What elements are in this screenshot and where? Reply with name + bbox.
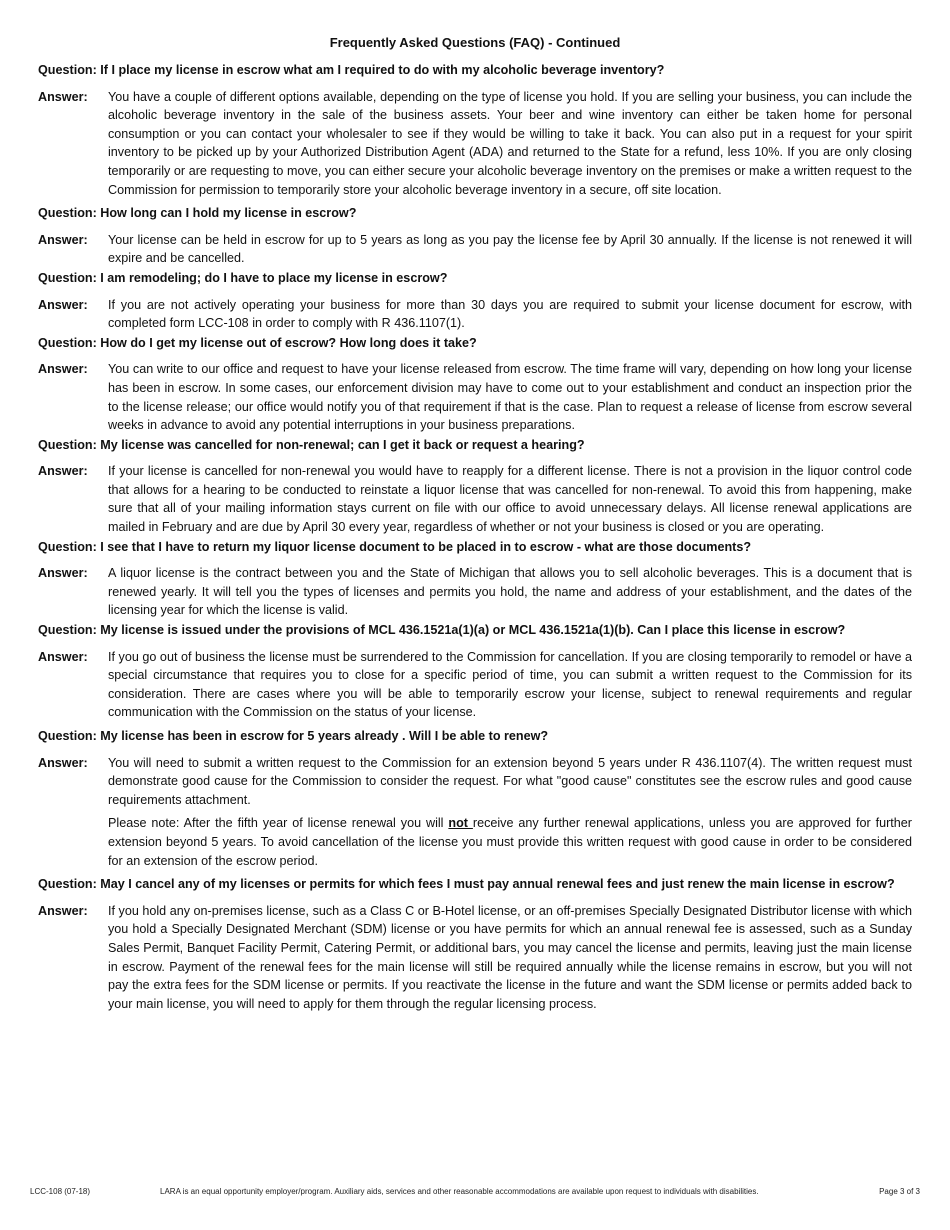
equal-opportunity-notice: LARA is an equal opportunity employer/program. Auxiliary aids, services and other reasonable accommodations are available upon request to individuals with disabilities. [160, 1187, 759, 1196]
answer-label: Answer: [38, 566, 88, 581]
faq-question: Question: How long can I hold my license in escrow? [38, 206, 357, 221]
faq-answer [38, 88, 912, 200]
page-title: Frequently Asked Questions (FAQ) - Continued [329, 35, 621, 50]
faq-question: Question: My license has been in escrow for 5 years already . Will I be able to renew? [38, 729, 549, 743]
answer-text: If you hold any on-premises license, such as a Class C or B-Hotel license, or an off-premises Specially Designated Distributor license with which you hold a Specially Designated Merchant (SDM) license or you have permits for which an annual renewal fee is assessed, such as a Sunday Sales Permit, Banquet Facility Permit, Catering Permit, or additional bars, you may cancel the license and permits, leaving just the main license in escrow. Payment of the renewal fees for the main license will still be required annually while the license remains in escrow, but you will not pay the extra fees for the SDM license or permits. If you reactivate the license in the future and want the SDM license or permits added back to your main license, you will need to apply for them through the regular licensing process. [108, 903, 912, 1011]
answer-text: If you go out of business the license must be surrendered to the Commission for cancellation. If you are closing temporarily to remodel or have a special circumstance that requires you to close for a specific period of time, you can submit a written request to the Commission for its consideration. There are cases where you will be able to temporarily escrow your license, subject to renewal requirements and regular communication with the Commission on the status of your license. [108, 649, 912, 720]
answer-text: You can write to our office and request to have your license released from escrow. The time frame will vary, depending on how long your license has been in escrow. In some cases, our enforcement division may have to come out to your establishment and conduct an inspection prior the to the license release; our office would notify you of that requirement if that is the case. Plan to request a release of license from escrow several weeks in advance to avoid any potential interruptions in your business preparations. [108, 362, 912, 433]
answer-label: Answer: [38, 903, 88, 918]
answer-text: A liquor license is the contract between you and the State of Michigan that allows you to sell alcoholic beverages. This is a document that is renewed yearly. It will tell you the types of licenses and permits you hold, the name and address of your establishment, and the dates of the licensing year for which the license is valid. [108, 566, 912, 618]
answer-text: If you are not actively operating your business for more than 30 days you are required to submit your license document for escrow, with completed form LCC-108 in order to comply with R 436.1107(1). [108, 297, 912, 331]
faq-answer [38, 902, 912, 1014]
faq-question: Question: I am remodeling; do I have to place my license in escrow? [38, 270, 448, 285]
faq-question: Question: If I place my license in escrow what am I required to do with my alcoholic beverage inventory? [38, 63, 665, 77]
faq-answer [38, 754, 912, 871]
faq-question: Question: How do I get my license out of escrow? How long does it take? [38, 335, 477, 350]
faq-question: Question: My license was cancelled for non-renewal; can I get it back or request a hearing? [38, 437, 585, 452]
faq-answer [38, 360, 912, 434]
answer-label: Answer: [38, 755, 88, 770]
answer-text: You have a couple of different options available, depending on the type of license you hold. If you are selling your business, you can include the alcoholic beverage inventory in the sale of the business assets. Your beer and wine inventory can either be taken home for personal consumption or you can contact your wholesaler to see if they would be willing to take it back. You can also put in a request for your spirit inventory to be picked up by your Authorized Distribution Agent (ADA) and returned to the State for a refund, less 10%. If you are only closing temporarily or are requesting to move, you can either secure your alcoholic beverage inventory on the premises or make a written request to the Commission for permission to temporarily store your alcoholic beverage inventory in a secure, off site location. [108, 89, 912, 197]
form-id: LCC-108 (07-18) [30, 1187, 91, 1196]
faq-answer [38, 231, 912, 268]
faq-question: Question: May I cancel any of my licenses or permits for which fees I must pay annual renewal fees and just renew the main license in escrow? [38, 877, 895, 892]
faq-answer [38, 462, 912, 536]
answer-label: Answer: [38, 89, 88, 104]
answer-text: Your license can be held in escrow for up to 5 years as long as you pay the license fee by April 30 annually. If the license is not renewed it will expire and be cancelled. [108, 232, 912, 266]
answer-label: Answer: [38, 297, 88, 312]
faq-answer [38, 564, 912, 620]
answer-label: Answer: [38, 232, 88, 247]
page-number: Page 3 of 3 [879, 1187, 920, 1196]
faq-list [38, 61, 912, 1014]
answer-note: Please note: After the fifth year of license renewal you will not receive any further renewal applications, unless you are approved for further extension beyond 5 years. To avoid cancellation of the license you must provide this written request with good cause in order to be considered for an extension of the escrow period. [108, 816, 912, 868]
faq-answer [38, 296, 912, 333]
faq-answer [38, 648, 912, 722]
answer-text: If your license is cancelled for non-renewal you would have to reapply for a different license. There is not a provision in the liquor control code that allows for a hearing to be conducted to reinstate a liquor license that was cancelled for non-renewal. To avoid this from happening, make sure that all of your mailing information stays current on file with our office to avoid unnecessary delays. All license renewal applications are mailed in February and are due by April 30 every year, regardless of whether or not your business is closed or you are operating. [108, 464, 912, 535]
faq-question: Question: I see that I have to return my liquor license document to be placed in to escrow - what are those documents? [38, 539, 752, 554]
answer-label: Answer: [38, 362, 88, 377]
answer-label: Answer: [38, 649, 88, 664]
answer-text: You will need to submit a written request to the Commission for an extension beyond 5 years under R 436.1107(4). The written request must demonstrate good cause for the Commission to consider the request. For what "good cause" constitutes see the escrow rules and good cause requirements attachment. [108, 755, 912, 807]
faq-question: Question: My license is issued under the provisions of MCL 436.1521a(1)(a) or MCL 436.1521a(1)(b). Can I place this license in escrow? [38, 623, 846, 638]
answer-label: Answer: [38, 464, 88, 479]
note-emphasis: not [448, 816, 473, 831]
